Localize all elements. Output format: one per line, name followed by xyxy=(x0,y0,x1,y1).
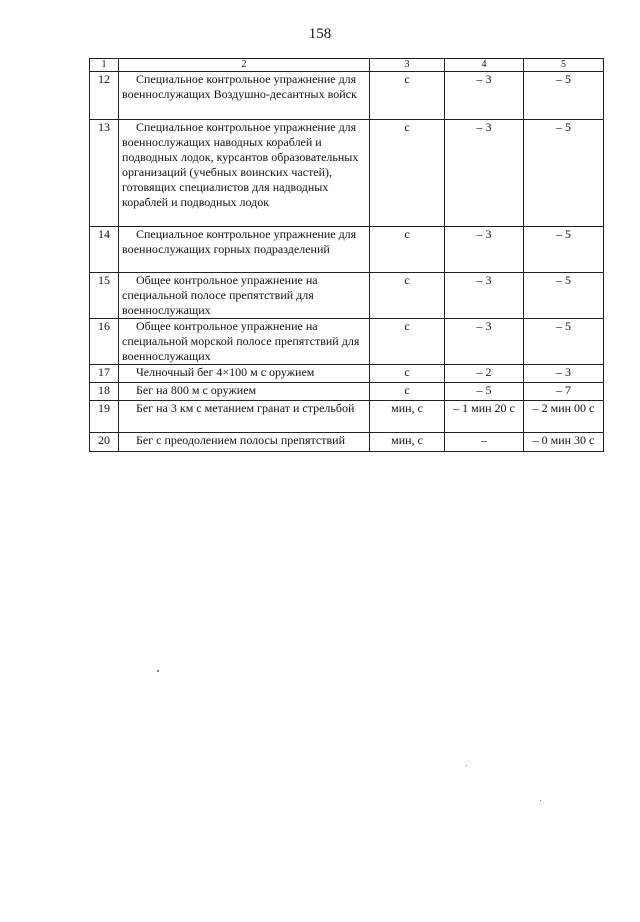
unit: с xyxy=(370,319,445,365)
table-row xyxy=(90,72,604,120)
value-col-4: – 3 xyxy=(445,227,524,273)
value-col-4: – 3 xyxy=(445,120,524,227)
unit: мин, с xyxy=(370,401,445,433)
table-row xyxy=(90,273,604,319)
value-col-5: – 5 xyxy=(524,319,604,365)
unit: с xyxy=(370,383,445,401)
header-col-1: 1 xyxy=(90,59,119,72)
table-row xyxy=(90,227,604,273)
unit: с xyxy=(370,227,445,273)
exercise-name: Специальное контрольное упражнение для военнослужащих наводных кораблей и подводных лодок, курсантов образовательных организаций (учебных воинских частей), готовящих специалистов для надводных кораблей и подводных лодок xyxy=(119,120,370,227)
value-col-5: – 5 xyxy=(524,72,604,120)
exercise-name: Челночный бег 4×100 м с оружием xyxy=(119,365,370,383)
scan-speck xyxy=(157,670,159,672)
unit: с xyxy=(370,273,445,319)
value-col-4: – 2 xyxy=(445,365,524,383)
header-col-3: 3 xyxy=(370,59,445,72)
exercise-name: Бег на 800 м с оружием xyxy=(119,383,370,401)
row-number: 18 xyxy=(90,383,119,401)
row-number: 17 xyxy=(90,365,119,383)
value-col-5: – 7 xyxy=(524,383,604,401)
value-col-4: – 3 xyxy=(445,273,524,319)
row-number: 20 xyxy=(90,433,119,452)
table-row xyxy=(90,433,604,452)
row-number: 15 xyxy=(90,273,119,319)
table-row xyxy=(90,383,604,401)
table-row xyxy=(90,401,604,433)
value-col-5: – 2 мин 00 с xyxy=(524,401,604,433)
exercise-name: Специальное контрольное упражнение для военнослужащих Воздушно-десантных войск xyxy=(119,72,370,120)
table-row xyxy=(90,365,604,383)
standards-table xyxy=(89,58,604,452)
unit: с xyxy=(370,120,445,227)
header-col-4: 4 xyxy=(445,59,524,72)
exercise-name: Бег на 3 км с метанием гранат и стрельбой xyxy=(119,401,370,433)
value-col-5: – 5 xyxy=(524,273,604,319)
row-number: 12 xyxy=(90,72,119,120)
scan-speck xyxy=(466,765,467,766)
unit: мин, с xyxy=(370,433,445,452)
value-col-5: – 3 xyxy=(524,365,604,383)
value-col-4: – xyxy=(445,433,524,452)
value-col-4: – 1 мин 20 с xyxy=(445,401,524,433)
row-number: 16 xyxy=(90,319,119,365)
value-col-5: – 5 xyxy=(524,227,604,273)
table-row xyxy=(90,319,604,365)
table-header-row xyxy=(90,59,604,72)
value-col-5: – 5 xyxy=(524,120,604,227)
value-col-4: – 3 xyxy=(445,72,524,120)
exercise-name: Бег с преодолением полосы препятствий xyxy=(119,433,370,452)
page-number: 158 xyxy=(308,26,332,42)
header-col-5: 5 xyxy=(524,59,604,72)
row-number: 14 xyxy=(90,227,119,273)
header-col-2: 2 xyxy=(119,59,370,72)
exercise-name: Специальное контрольное упражнение для военнослужащих горных подразделений xyxy=(119,227,370,273)
table-row xyxy=(90,120,604,227)
row-number: 19 xyxy=(90,401,119,433)
value-col-4: – 5 xyxy=(445,383,524,401)
exercise-name: Общее контрольное упражнение на специальной полосе препятствий для военнослужащих xyxy=(119,273,370,319)
exercise-name: Общее контрольное упражнение на специальной морской полосе препятствий для военнослужащих xyxy=(119,319,370,365)
scan-speck xyxy=(540,800,541,801)
unit: с xyxy=(370,365,445,383)
row-number: 13 xyxy=(90,120,119,227)
value-col-4: – 3 xyxy=(445,319,524,365)
value-col-5: – 0 мин 30 с xyxy=(524,433,604,452)
unit: с xyxy=(370,72,445,120)
